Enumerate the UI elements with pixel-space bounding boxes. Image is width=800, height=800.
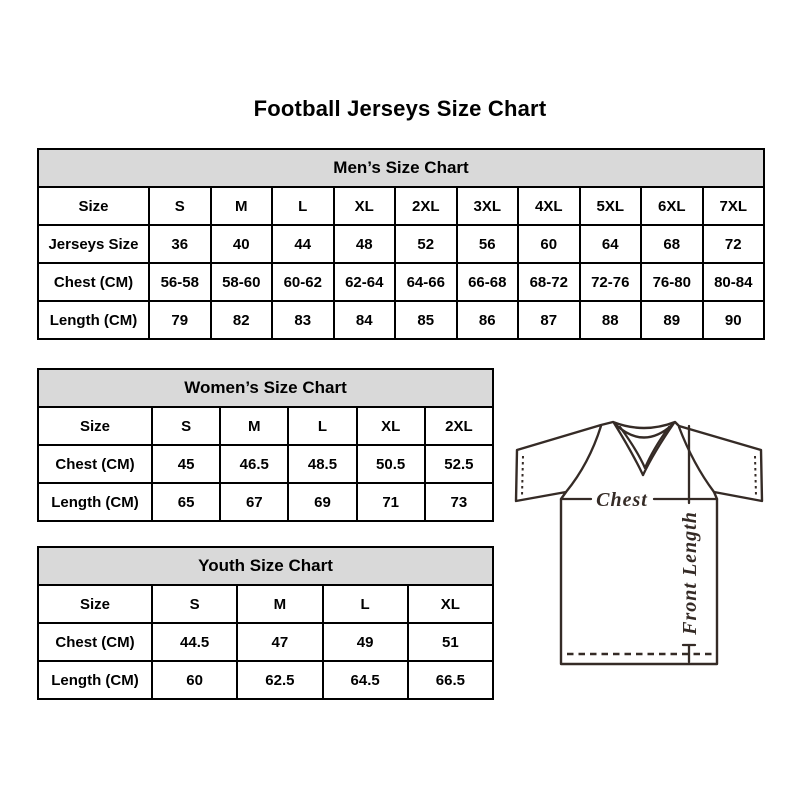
value-cell: 85 [395,301,457,339]
value-cell: M [237,585,322,623]
value-cell: XL [334,187,396,225]
row-label-cell: Size [38,407,152,445]
row-label-cell: Jerseys Size [38,225,149,263]
value-cell: 90 [703,301,765,339]
value-cell: 66-68 [457,263,519,301]
value-cell: L [288,407,356,445]
table-title: Youth Size Chart [38,547,493,585]
value-cell: 45 [152,445,220,483]
chest-label: Chest [596,489,648,511]
row-label-cell: Chest (CM) [38,623,152,661]
value-cell: 67 [220,483,288,521]
row-label-cell: Length (CM) [38,661,152,699]
row-label-cell: Length (CM) [38,301,149,339]
value-cell: 2XL [395,187,457,225]
value-cell: 64.5 [323,661,408,699]
table-title: Women’s Size Chart [38,369,493,407]
value-cell: M [211,187,273,225]
value-cell: M [220,407,288,445]
value-cell: 60-62 [272,263,334,301]
value-cell: XL [408,585,493,623]
value-cell: 73 [425,483,493,521]
youth-size-chart-table [37,546,494,700]
table-row [38,445,493,483]
value-cell: 69 [288,483,356,521]
value-cell: 7XL [703,187,765,225]
value-cell: L [323,585,408,623]
row-label-cell: Chest (CM) [38,445,152,483]
value-cell: S [149,187,211,225]
size-table [37,546,494,700]
value-cell: 44.5 [152,623,237,661]
front-length-label: Front Length [679,511,701,635]
row-label-cell: Size [38,585,152,623]
value-cell: 48 [334,225,396,263]
value-cell: 88 [580,301,642,339]
size-table [37,368,494,522]
value-cell: 72-76 [580,263,642,301]
table-row [38,407,493,445]
value-cell: 3XL [457,187,519,225]
value-cell: 49 [323,623,408,661]
value-cell: S [152,585,237,623]
value-cell: 64-66 [395,263,457,301]
value-cell: 52.5 [425,445,493,483]
table-row [38,301,764,339]
mens-size-chart-table [37,148,765,340]
value-cell: 40 [211,225,273,263]
value-cell: 71 [357,483,425,521]
value-cell: 5XL [580,187,642,225]
row-label-cell: Size [38,187,149,225]
value-cell: 51 [408,623,493,661]
table-row [38,623,493,661]
value-cell: 44 [272,225,334,263]
value-cell: 62-64 [334,263,396,301]
jersey-measurement-diagram [503,402,771,670]
row-label-cell: Chest (CM) [38,263,149,301]
value-cell: XL [357,407,425,445]
size-table [37,148,765,340]
value-cell: 56 [457,225,519,263]
value-cell: 62.5 [237,661,322,699]
table-row [38,483,493,521]
table-row [38,585,493,623]
value-cell: 79 [149,301,211,339]
value-cell: 83 [272,301,334,339]
table-row [38,187,764,225]
value-cell: 46.5 [220,445,288,483]
value-cell: 64 [580,225,642,263]
value-cell: 2XL [425,407,493,445]
value-cell: 86 [457,301,519,339]
value-cell: 36 [149,225,211,263]
table-row [38,661,493,699]
table-title: Men’s Size Chart [38,149,764,187]
value-cell: 84 [334,301,396,339]
table-title-row [38,149,764,187]
value-cell: 56-58 [149,263,211,301]
value-cell: 58-60 [211,263,273,301]
value-cell: 76-80 [641,263,703,301]
table-title-row [38,369,493,407]
value-cell: S [152,407,220,445]
value-cell: 68-72 [518,263,580,301]
womens-size-chart-table [37,368,494,522]
value-cell: 80-84 [703,263,765,301]
value-cell: 6XL [641,187,703,225]
value-cell: 72 [703,225,765,263]
value-cell: 82 [211,301,273,339]
table-row [38,225,764,263]
value-cell: L [272,187,334,225]
value-cell: 52 [395,225,457,263]
value-cell: 60 [518,225,580,263]
table-title-row [38,547,493,585]
value-cell: 68 [641,225,703,263]
value-cell: 4XL [518,187,580,225]
table-row [38,263,764,301]
value-cell: 50.5 [357,445,425,483]
value-cell: 48.5 [288,445,356,483]
value-cell: 89 [641,301,703,339]
value-cell: 60 [152,661,237,699]
value-cell: 66.5 [408,661,493,699]
value-cell: 87 [518,301,580,339]
value-cell: 65 [152,483,220,521]
page-title: Football Jerseys Size Chart [253,96,547,121]
row-label-cell: Length (CM) [38,483,152,521]
value-cell: 47 [237,623,322,661]
